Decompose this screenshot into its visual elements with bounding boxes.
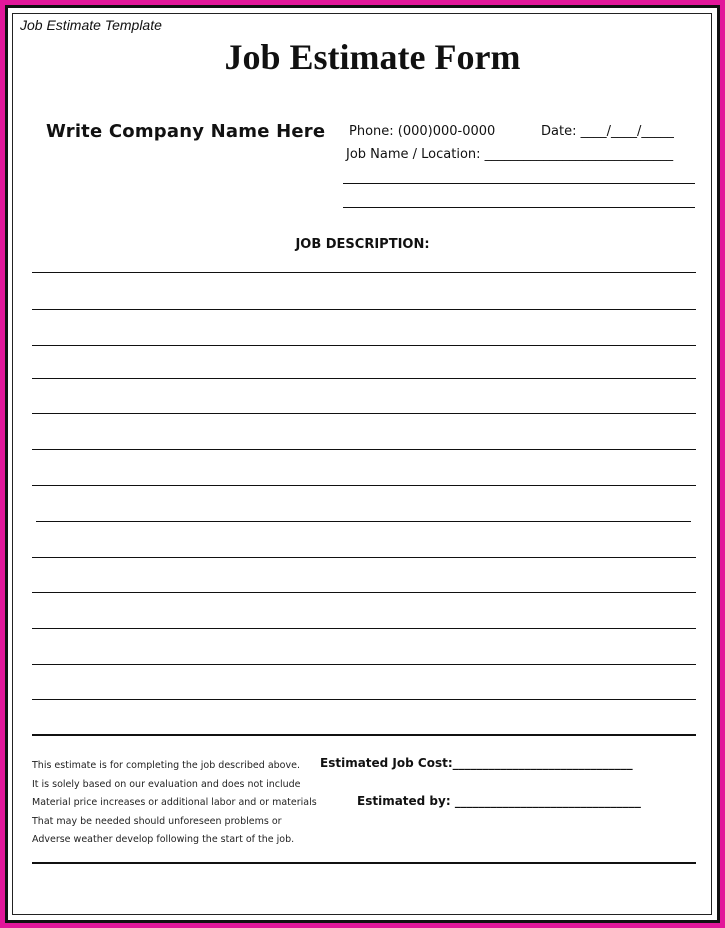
section-divider-top [32,734,696,736]
job-name-location-field[interactable]: Job Name / Location: _____________________________ [346,147,674,162]
description-line[interactable] [32,309,696,310]
description-line[interactable] [32,345,696,346]
disclaimer-text [32,757,317,850]
location-line-3[interactable] [343,207,695,208]
disclaimer-line: This estimate is for completing the job described above. [32,760,300,771]
disclaimer-line: Adverse weather develop following the start of the job. [32,834,295,845]
form-title: Job Estimate Form [224,37,521,77]
description-line[interactable] [32,378,696,379]
description-line[interactable] [32,664,696,665]
description-line[interactable] [32,485,696,486]
section-divider-bottom [32,862,696,864]
description-line[interactable] [32,413,696,414]
location-line-2[interactable] [343,183,695,184]
disclaimer-line: That may be needed should unforeseen problems or [32,815,282,827]
estimated-job-cost-field[interactable]: Estimated Job Cost:______________________________ [320,756,633,770]
disclaimer-line: It is solely based on our evaluation and does not include [32,778,301,790]
description-line[interactable] [32,449,696,450]
phone-field[interactable]: Phone: (000)000-0000 [349,124,496,139]
disclaimer-line: Material price increases or additional labor and or materials [32,797,317,808]
description-line[interactable] [32,272,696,273]
date-field[interactable]: Date: ____/____/_____ [541,124,674,139]
estimated-by-field[interactable]: Estimated by: _______________________________ [357,794,641,808]
description-line[interactable] [32,628,696,629]
description-line[interactable] [32,557,696,558]
description-line[interactable] [32,592,696,593]
description-line[interactable] [36,521,691,522]
company-name-field[interactable]: Write Company Name Here [46,121,326,142]
description-line[interactable] [32,699,696,700]
template-label: Job Estimate Template [20,17,162,33]
job-description-label: JOB DESCRIPTION: [295,237,430,252]
